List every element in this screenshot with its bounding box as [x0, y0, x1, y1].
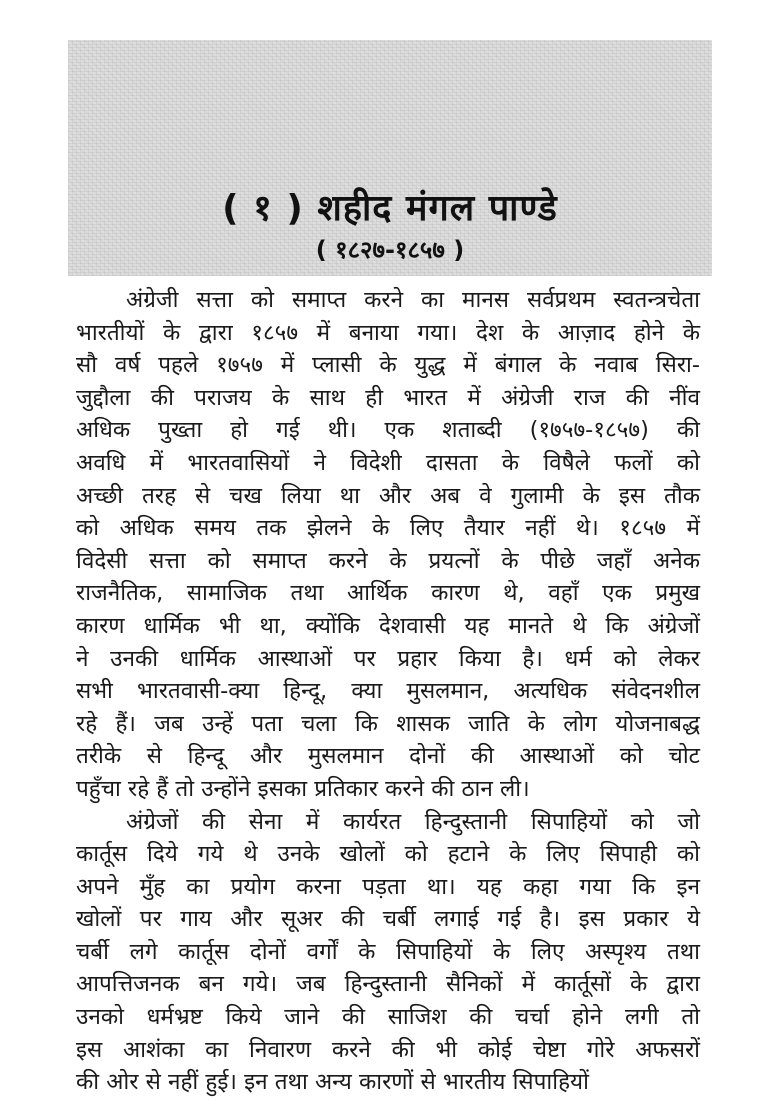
- text-line: सौ वर्ष पहले १७५७ में प्लासी के युद्ध में बंगाल के नवाब सिरा-: [76, 352, 700, 379]
- text-line: खोलों पर गाय और सूअर की चर्बी लगाई गई है। इस प्रकार ये: [76, 906, 700, 933]
- text-line: उनको धर्मभ्रष्ट किये जाने की साजिश की चर्चा होने लगी तो: [76, 1004, 700, 1031]
- text-line: आपत्तिजनक बन गये। जब हिन्दुस्तानी सैनिकों में कार्तूसों के द्वारा: [76, 971, 700, 998]
- text-line: अंग्रेजों की सेना में कार्यरत हिन्दुस्तानी सिपाहियों को जो: [126, 808, 700, 835]
- chapter-title: ( १ ) शहीद मंगल पाण्डे: [222, 188, 558, 229]
- text-line: को अधिक समय तक झेलने के लिए तैयार नहीं थे। १८५७ में: [76, 515, 700, 542]
- text-line: चर्बी लगे कार्तूस दोनों वर्गों के सिपाहियों के लिए अस्पृश्य तथा: [76, 938, 700, 965]
- text-line: जुद्दौला की पराजय के साथ ही भारत में अंग्रेजी राज की नींव: [76, 384, 700, 411]
- text-line: ने उनकी धार्मिक आस्थाओं पर प्रहार किया है। धर्म को लेकर: [76, 645, 700, 672]
- text-line: की ओर से नहीं हुई। इन तथा अन्य कारणों से भारतीय सिपाहियों: [76, 1069, 589, 1096]
- body-text: [76, 284, 700, 1099]
- text-line: राजनैतिक, सामाजिक तथा आर्थिक कारण थे, वहाँ एक प्रमुख: [76, 580, 700, 607]
- text-line: कार्तूस दिये गये थे उनके खोलों को हटाने के लिए सिपाही को: [76, 841, 700, 868]
- text-line: इस आशंका का निवारण करने की भी कोई चेष्टा गोरे अफसरों: [76, 1036, 700, 1063]
- text-line: अवधि में भारतवासियों ने विदेशी दासता के विषैले फलों को: [76, 449, 700, 476]
- chapter-dates: ( १८२७-१८५७ ): [315, 236, 465, 264]
- text-line: अपने मुँह का प्रयोग करना पड़ता था। यह कहा गया कि इन: [76, 873, 700, 900]
- text-line: भारतीयों के द्वारा १८५७ में बनाया गया। देश के आज़ाद होने के: [76, 319, 700, 346]
- text-line: अधिक पुख्ता हो गई थी। एक शताब्दी (१७५७-१८५७) की: [76, 417, 700, 444]
- text-line: अच्छी तरह से चख लिया था और अब वे गुलामी के इस तौक: [76, 482, 700, 509]
- text-line: पहुँचा रहे हैं तो उन्होंने इसका प्रतिकार करने की ठान ली।: [76, 775, 530, 802]
- text-line: तरीके से हिन्दू और मुसलमान दोनों की आस्थाओं को चोट: [76, 743, 700, 770]
- text-line: रहे हैं। जब उन्हें पता चला कि शासक जाति के लोग योजनाबद्ध: [76, 710, 700, 737]
- text-line: कारण धार्मिक भी था, क्योंकि देशवासी यह मानते थे कि अंग्रेजों: [76, 612, 700, 639]
- text-line: सभी भारतवासी-क्या हिन्दू, क्या मुसलमान, अत्यधिक संवेदनशील: [76, 678, 700, 705]
- text-line: विदेसी सत्ता को समाप्त करने के प्रयत्नों के पीछे जहाँ अनेक: [76, 547, 700, 574]
- text-line: अंग्रेजी सत्ता को समाप्त करने का मानस सर्वप्रथम स्वतन्त्रचेता: [126, 287, 700, 313]
